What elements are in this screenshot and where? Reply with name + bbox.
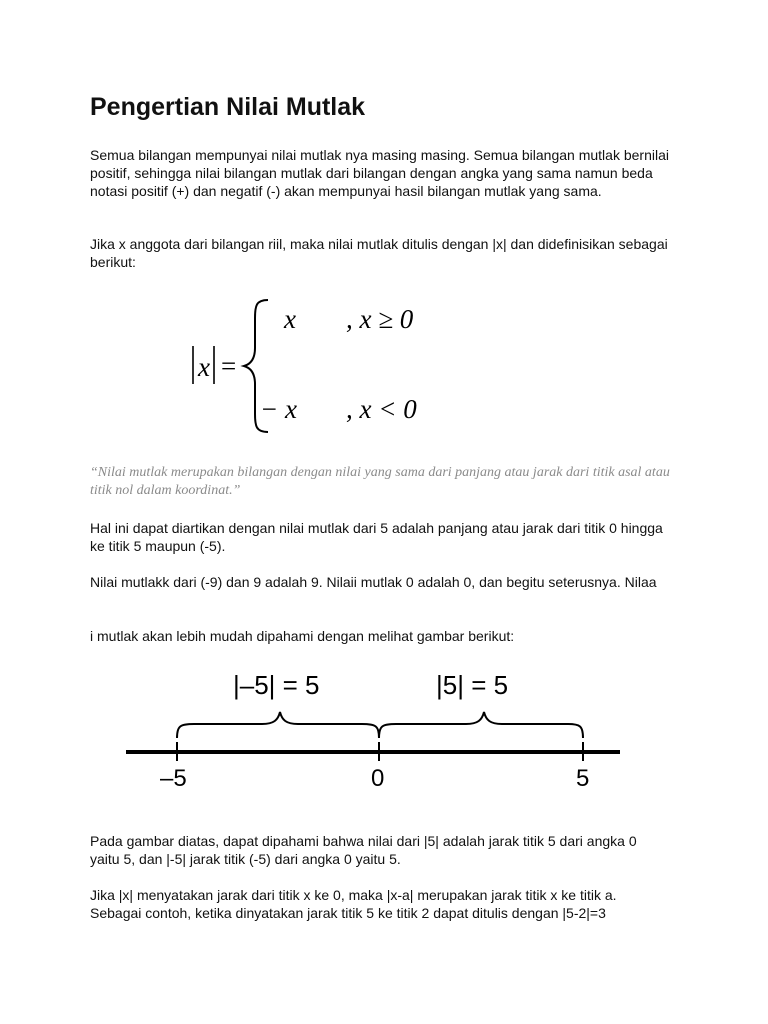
left-brace (177, 712, 379, 738)
formula-equals: = (221, 351, 237, 381)
paragraph-explanation: Hal ini dapat diartikan dengan nilai mutlak dari 5 adalah panjang atau jarak dari titik 0 hingga ke titik 5 maupun (-5). (90, 520, 663, 554)
paragraph-figure-explanation: Pada gambar diatas, dapat dipahami bahwa nilai dari |5| adalah jarak titik 5 dari angka 0 yaitu 5, dan |-5| jarak titik (-5) dari angka 0 yaitu 5. (90, 833, 637, 867)
absolute-value-definition-formula (190, 296, 550, 436)
paragraph-example: Nilai mutlakk dari (-9) dan 9 adalah 9. Nilaii mutlak 0 adalah 0, dan begitu seterusnya. Nilaa (90, 574, 657, 590)
number-line-figure (0, 660, 768, 800)
page-title: Pengertian Nilai Mutlak (90, 93, 366, 121)
formula-lhs-variable: x (198, 352, 210, 382)
label-abs-five: |5| = 5 (436, 670, 509, 700)
paragraph-figure-intro: i mutlak akan lebih mudah dipahami dengan melihat gambar berikut: (90, 628, 515, 644)
case2-expression: − x (260, 394, 297, 424)
label-abs-minus-five: |–5| = 5 (233, 670, 320, 700)
tick-label-five: 5 (576, 765, 590, 792)
paragraph-definition-intro: Jika x anggota dari bilangan riil, maka nilai mutlak ditulis dengan |x| dan didefinisikan sebagai berikut: (90, 236, 668, 270)
case2-condition: , x < 0 (346, 394, 417, 424)
tick-label-zero: 0 (371, 765, 385, 792)
case1-condition: , x ≥ 0 (346, 304, 414, 334)
case1-expression: x (284, 304, 296, 334)
quote-definition: “Nilai mutlak merupakan bilangan dengan nilai yang sama dari panjang atau jarak dari titik asal atau titik nol dalam koordinat.” (90, 465, 670, 498)
right-brace (379, 712, 583, 738)
tick-label-minus-five: –5 (160, 765, 187, 792)
paragraph-distance: Jika |x| menyatakan jarak dari titik x ke 0, maka |x-a| merupakan jarak titik x ke titik a. Sebagai contoh, ketika dinyatakan jarak titik 5 ke titik 2 dapat ditulis dengan |5-2|=3 (90, 887, 617, 921)
paragraph-intro: Semua bilangan mempunyai nilai mutlak nya masing masing. Semua bilangan mutlak bernilai positif, sehingga nilai bilangan mutlak dari bilangan dengan angka yang sama namun beda notasi positif (+) dan negatif (-) akan mempunyai hasil bilangan mutlak yang sama. (90, 147, 669, 199)
